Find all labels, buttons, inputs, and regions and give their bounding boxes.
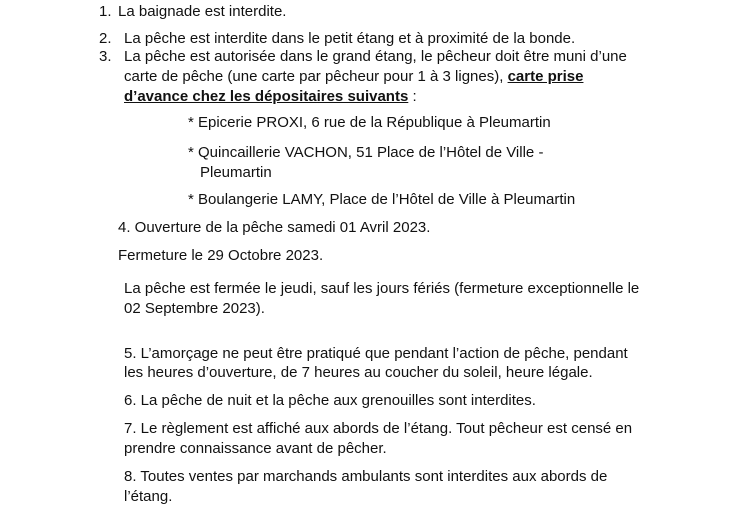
depositaire-vachon-line-1: * Quincaillerie VACHON, 51 Place de l’Hôtel de Ville - bbox=[188, 144, 544, 161]
rule-8-line-1: 8. Toutes ventes par marchands ambulants sont interdites aux abords de bbox=[124, 468, 608, 485]
rule-3-line-3 bbox=[124, 87, 417, 107]
rule-7-line-2: prendre connaissance avant de pêcher. bbox=[124, 440, 387, 457]
rule-3-number: 3. bbox=[99, 48, 112, 65]
rule-1-text: La baignade est interdite. bbox=[118, 3, 287, 20]
jeudi-line-1: La pêche est fermée le jeudi, sauf les jours fériés (fermeture exceptionnelle le bbox=[124, 280, 640, 297]
rule-5-line-2: les heures d’ouverture, de 7 heures au coucher du soleil, heure légale. bbox=[124, 364, 593, 381]
rule-3-line-2 bbox=[124, 67, 583, 87]
rule-8-line-2: l’étang. bbox=[124, 488, 173, 505]
rule-3-line-3-colon: : bbox=[408, 88, 417, 105]
depositaire-vachon-line-2: Pleumartin bbox=[200, 164, 272, 181]
depositaire-lamy: * Boulangerie LAMY, Place de l’Hôtel de Ville à Pleumartin bbox=[188, 191, 576, 208]
rule-3-emphasis-2: d’avance chez les dépositaires suivants bbox=[124, 88, 409, 105]
depositaire-proxi: * Epicerie PROXI, 6 rue de la République à Pleumartin bbox=[188, 114, 551, 131]
rule-3-line-1: La pêche est autorisée dans le grand étang, le pêcheur doit être muni d’une bbox=[124, 48, 627, 65]
fermeture-text: Fermeture le 29 Octobre 2023. bbox=[118, 247, 324, 264]
rule-2-text: La pêche est interdite dans le petit étang et à proximité de la bonde. bbox=[124, 30, 576, 47]
rule-2-number: 2. bbox=[99, 30, 112, 47]
rule-3-emphasis-1: carte prise bbox=[507, 68, 584, 85]
rule-7-line-1: 7. Le règlement est affiché aux abords de l’étang. Tout pêcheur est censé en bbox=[124, 420, 633, 437]
rule-5-line-1: 5. L’amorçage ne peut être pratiqué que pendant l’action de pêche, pendant bbox=[124, 345, 628, 362]
rule-3-line-2-text: carte de pêche (une carte par pêcheur pour 1 à 3 lignes), bbox=[124, 68, 508, 85]
rule-1-number: 1. bbox=[99, 3, 112, 20]
jeudi-line-2: 02 Septembre 2023). bbox=[124, 300, 265, 317]
rule-4-text: 4. Ouverture de la pêche samedi 01 Avril 2023. bbox=[118, 219, 431, 236]
rule-6-text: 6. La pêche de nuit et la pêche aux grenouilles sont interdites. bbox=[124, 392, 536, 409]
